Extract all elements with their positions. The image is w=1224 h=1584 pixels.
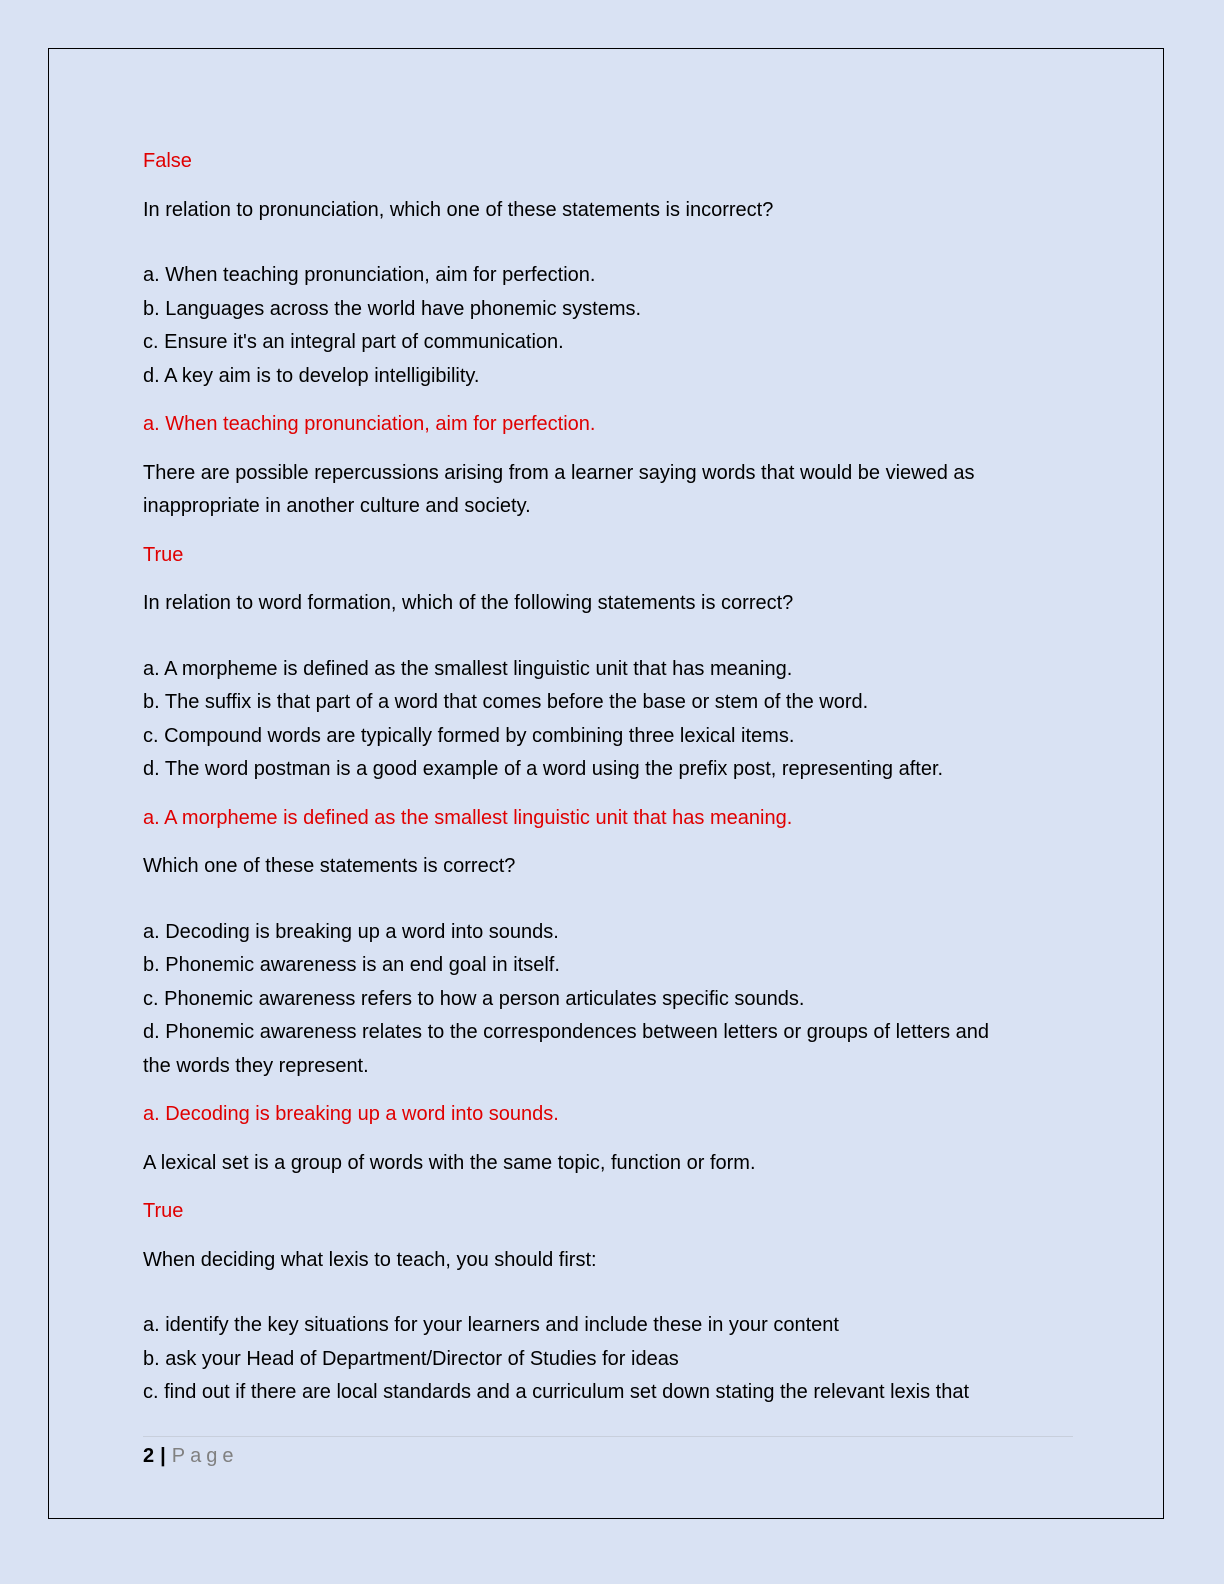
- statement-repercussions-line1: There are possible repercussions arising from a learner saying words that would be viewed as: [143, 461, 975, 484]
- answer-word-formation: a. A morpheme is defined as the smallest linguistic unit that has meaning.: [143, 806, 793, 829]
- document-body: [143, 145, 1083, 1410]
- statement-lexical-set: A lexical set is a group of words with the same topic, function or form.: [143, 1151, 756, 1174]
- question-pronunciation: In relation to pronunciation, which one of these statements is incorrect?: [143, 198, 774, 221]
- option-d: d. The word postman is a good example of a word using the prefix post, representing after.: [143, 758, 944, 780]
- option-d-line2: the words they represent.: [143, 1054, 369, 1077]
- page-number: 2: [143, 1445, 155, 1467]
- answer-pronunciation: a. When teaching pronunciation, aim for perfection.: [143, 413, 596, 435]
- option-b: b. Languages across the world have phonemic systems.: [143, 297, 642, 320]
- question-word-formation: In relation to word formation, which of the following statements is correct?: [143, 592, 794, 614]
- page-footer: [143, 1436, 1073, 1471]
- statement-repercussions-line2: inappropriate in another culture and society.: [143, 495, 531, 517]
- option-b: b. Phonemic awareness is an end goal in itself.: [143, 954, 560, 976]
- option-a: a. Decoding is breaking up a word into sounds.: [143, 920, 559, 943]
- option-d-line1: d. Phonemic awareness relates to the correspondences between letters or groups of letters and: [143, 1021, 990, 1043]
- footer-separator: |: [160, 1445, 166, 1467]
- option-b: b. ask your Head of Department/Director of Studies for ideas: [143, 1347, 679, 1370]
- option-a: a. identify the key situations for your learners and include these in your content: [143, 1314, 839, 1336]
- option-a: a. A morpheme is defined as the smallest linguistic unit that has meaning.: [143, 657, 793, 680]
- option-b: b. The suffix is that part of a word that comes before the base or stem of the word.: [143, 691, 869, 713]
- answer-false: False: [143, 150, 192, 172]
- option-d: d. A key aim is to develop intelligibility.: [143, 364, 480, 387]
- option-c: c. Phonemic awareness refers to how a person articulates specific sounds.: [143, 987, 805, 1010]
- answer-true: True: [143, 543, 184, 566]
- question-lexis: When deciding what lexis to teach, you should first:: [143, 1248, 597, 1271]
- answer-decoding: a. Decoding is breaking up a word into sounds.: [143, 1103, 559, 1125]
- question-decoding: Which one of these statements is correct?: [143, 855, 516, 877]
- option-c: c. Compound words are typically formed by combining three lexical items.: [143, 724, 795, 747]
- answer-true: True: [143, 1200, 184, 1222]
- option-c: c. find out if there are local standards and a curriculum set down stating the relevant lexis that: [143, 1381, 969, 1403]
- page-label: Page: [171, 1445, 239, 1467]
- option-c: c. Ensure it's an integral part of communication.: [143, 331, 564, 353]
- option-a: a. When teaching pronunciation, aim for perfection.: [143, 264, 596, 286]
